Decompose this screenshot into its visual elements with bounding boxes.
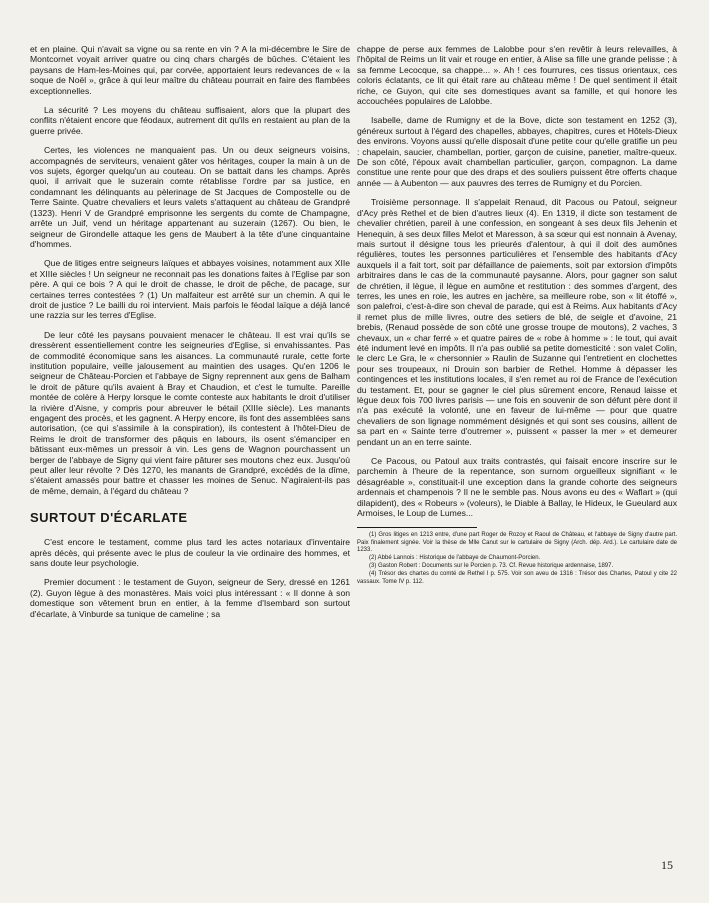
right-column: [357, 44, 677, 587]
footnote: (1) Gros litiges en 1213 entre, d'une part Roger de Rozoy et Raoul de Château, et l'abbaye de Signy d'autre part. Paix finalement signée. Voir la thèse de Mlle Canut sur le cartulaire de Signy (Arch. dép. Ard.). Le cartulaire date de 1233.: [357, 532, 677, 553]
paragraph: Troisième personnage. Il s'appelait Renaud, dit Pacous ou Patoul, seigneur d'Acy près Rethel et de bien d'autres lieux (4). En 1319, il dicte son testament de chevalier chrétien, pareil à une confession, en songeant à ses deux fils Jehenin et Henequin, à ses deux filles Melot et Maresson, à sa sœur qui est nonnain à Avenay, mais surtout il désigne tous les prieurés d'alentour, à qui il doit des aumônes régulières, toutes les personnes particulières et l'ensemble des habitants d'Acy auxquels il a fait tort, soit par défaillance de paiements, soit par extorsion d'impôts arbitraires dans le cas de la communauté paysanne. Alors, pour gagner son salut de chrétien, il lègue, il lègue en aumône et restitution : des sommes d'argent, des terres, les unes en roie, les autres en jachère, sa meilleure robe, son « lit étoffé », son palefroi, c'est-à-dire son cheval de parade, qui est à Reims. Aux habitants d'Acy il remet plus de mille livres, outre des setiers de blé, de seigle et d'avoine, 21 brebis, (Renaud possède de son côté une grosse troupe de moutons), 2 vaches, 3 chevaux, un « char ferré » et quatre paires de « robe à homme » : le tout, qui avait été indument levé en impôts. Il n'a pas oublié sa petite domesticité : son valet Colin, le clerc Le Gra, le « chersonnier » Raulin de Suzanne qui l'entretient en clochettes pour ses troupeaux, ni Drouin son barbier de Rethel. Homme à dépasser les contingences et les institutions locales, il s'en remet au roi de France de l'exécution du testament. Et, pour se gagner le ciel plus sûrement encore, Renaud laisse et lègue deux fois 700 livres parisis — une fois en souvenir de son défunt père dont il n'a pas exécuté la volonté, une en faveur de lui-même — pour que quatre chevaliers de son lignage nommément désignés et qui sont ses cousins, aillent de sa part en « Sainte terre d'outremer », puissent « passer la mer » et demeurer pendant un an en terre sainte.: [357, 197, 677, 447]
footnote: (2) Abbé Lannois : Historique de l'abbaye de Chaumont-Porcien.: [369, 555, 541, 562]
paragraph: Isabelle, dame de Rumigny et de la Bove, dicte son testament en 1252 (3), généreux surtout à l'égard des chapelles, abbayes, chapitres, cures et Hôtels-Dieux des environs. Voyons aussi qu'elle disposait d'une petite cour qu'elle gratifie un peu : chapelain, saucier, chambellan, portier, garçon de cuisine, panetier, maître-queux. De son côté, l'époux avait chambellan particulier, garçon, compagnon. La dame constitue une rente pour que des draps et des souliers puissent être offerts chaque année — à Aubenton — aux pauvres des terres de Rumigny et du Porcien.: [357, 115, 677, 188]
page-number: 15: [661, 858, 673, 872]
footnote-divider: [357, 527, 477, 528]
paragraph: Ce Pacous, ou Patoul aux traits contrastés, qui faisait encore inscrire sur le parchemin à l'heure de la repentance, son surnom orgueilleux signifiant « le désagréable », constituait-il une exception dans la grande cohorte des seigneurs ardennais et champenois ? Il ne le semble pas. Nous avons eu des « Waflart » (qui dilapident), des « Robeurs » (voleurs), le Diable à Ballay, le Hideux, le Gueulard aux Armoises, le Loup de Lumes...: [357, 456, 677, 519]
paragraph: chappe de perse aux femmes de Lalobbe pour s'en revêtir à leurs relevailles, à l'hôpital de Reims un lit vair et rouge en entier, à Alise sa fille une grande pelisse ; à sa femme Lecocque, sa chappe... ». Ah ! ces fourrures, ces tissus orientaux, ces coloris éclatants, ce lit qui était rare au château même ! De quel sentiment il était riche, ce Guyon, qui cite ses domestiques avant sa famille, et qui honore les accouchées populaires de Lalobbe.: [357, 44, 677, 107]
paragraph: Premier document : le testament de Guyon, seigneur de Sery, dressé en 1261 (2). Guyon lègue à des monastères. Mais voici plus intéressant : « Il donne à son domestique son vêtement brun en entier, à la femme d'Isembard son surtout d'écarlate, à Vinburde sa tunique de cameline ; sa: [30, 577, 350, 619]
footnotes: [357, 532, 677, 585]
section-heading: SURTOUT D'ÉCARLATE: [30, 510, 188, 526]
footnote: (4) Trésor des chartes du comté de Rethel I p. 575. Voir son aveu de 1316 : Trésor des Chartes, Patoul y cite 22 vassaux. Tome IV p. 112.: [357, 571, 677, 585]
paragraph: De leur côté les paysans pouvaient menacer le château. Il est vrai qu'ils se dressèrent essentiellement contre les seigneuries d'Eglise, si envahissantes. Pas de commodité économique sans les aisances. La communauté rurale, cette forte institution populaire, veille jalousement au maintien des usages. Qu'en 1206 le seigneur de Château-Porcien et l'abbaye de Signy reprennent aux gens de Balham le droit de pâture qu'ils avaient à Bray et Chaudion, et c'est le tumulte. Pareille montée de colère à Herpy lorsque le comte conteste aux habitants le droit d'utiliser la rivière d'Aisne, y compris pour abreuver le bétail (XIIIe siècle). Les manants engagent des procès, et les gagnent. A Herpy encore, ils font des assemblées sans autorisation, (ce qui s'assimile à la conspiration), ils contestent à l'hôtel-Dieu de Reims le droit de transformer des pâquis en labours, ils osent s'émanciper en bâtissant eux-mêmes un pressoir à vin. Les gens de Wagnon pourchassent un berger de l'abbaye de Signy qui vient faire pâturer ses moutons chez eux. Jusqu'où peut aller leur révolte ? Dès 1270, les manants de Grandpré, excédés de la dîme, s'étaient amassés pour battre et chasser les moines de Senuc. N'agiraient-ils pas de même, demain, à l'égard du château ?: [30, 329, 350, 496]
left-column: [30, 44, 350, 628]
paragraph: et en plaine. Qui n'avait sa vigne ou sa rente en vin ? A la mi-décembre le Sire de Montcornet voyait arriver quatre ou cinq chars chargés de bûches. C'étaient les paysans de Ham-les-Moines qui, par corvée, apportaient leurs redevances de « la soque de Noël », grâce à qui leur maître du château pourrait en faire des flambées exceptionnelles.: [30, 44, 350, 96]
paragraph: La sécurité ? Les moyens du château suffisaient, alors que la plupart des conflits n'étaient encore que féodaux, autrement dit qu'ils en restaient au plan de la guerre privée.: [30, 105, 350, 136]
paragraph: Que de litiges entre seigneurs laïques et abbayes voisines, notamment aux XIIe et XIIIe siècles ! Un seigneur ne reconnait pas les donations faites à l'Eglise par son père. A qui ce bois ? A qui le droit de chasse, le droit de pêche, de pacage, sur certaines terres contestées ? (1) Un malfaiteur est arrêté sur un chemin. A qui le droit de justice ? Le bailli du roi intervient. Mais parfois le féodal laïque a déjà lancé une razzia sur les terres d'Eglise.: [30, 258, 350, 321]
paragraph: C'est encore le testament, comme plus tard les actes notariaux d'inventaire après décès, qui présente avec le plus de couleur la vie ordinaire des hommes, et sans doute leur psychologie.: [30, 537, 350, 569]
footnote: (3) Gaston Robert : Documents sur le Porcien p. 73. Cf. Revue historique ardennaise, 1897.: [369, 563, 614, 570]
paragraph: Certes, les violences ne manquaient pas. Un ou deux seigneurs voisins, accompagnés de serviteurs, venaient gâter vos héritages, couper la main à un de vos sujets, égorger quelqu'un au couteau. On se battait dans les champs. Après quoi, il arrivait que le suzerain comte rétablisse l'ordre par sa justice, en condamnant les délinquants au pèlerinage de St Jacques de Compostelle ou de Terre Sainte. Quatre chevaliers et leurs valets s'attaquent au château de Grandpré (1323). Henri V de Grandpré emprisonne les sergents du comte de Champagne, arrête un Juif, vend un héritage appartenant au suzerain (1267). Ou bien, le seigneur de Girondelle attaque les gens de Maubert à la tête d'une cinquantaine d'hommes.: [30, 145, 350, 249]
